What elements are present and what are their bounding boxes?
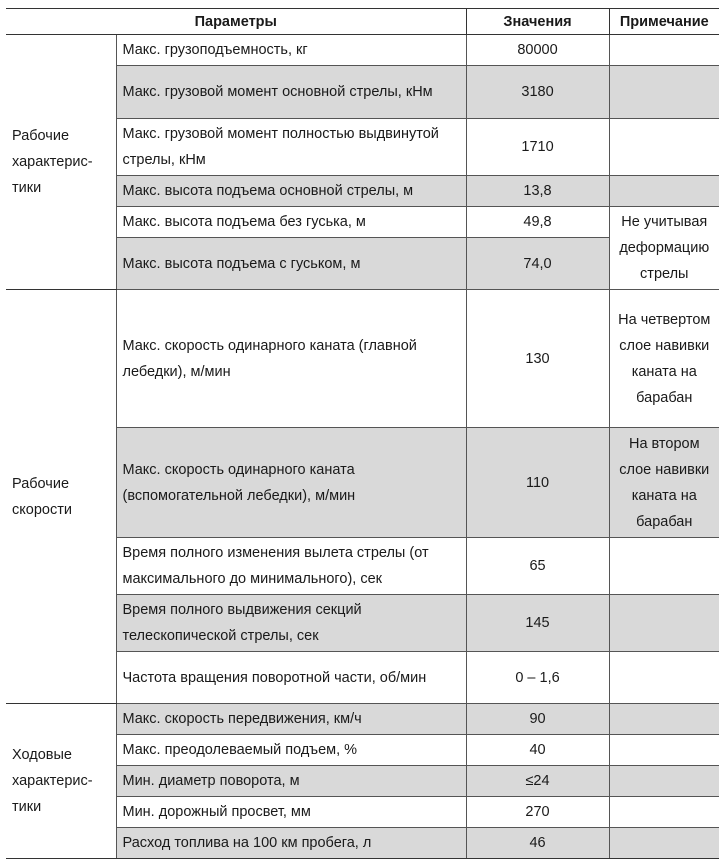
- note-cell: На втором слое навивки каната на барабан: [609, 428, 719, 538]
- note-cell: [609, 538, 719, 595]
- param-cell: Макс. грузовой момент основной стрелы, кНм: [116, 66, 466, 119]
- value-cell: 1710: [466, 119, 609, 176]
- param-cell: Макс. грузовой момент полностью выдвинутой стрелы, кНм: [116, 119, 466, 176]
- note-cell: [609, 176, 719, 207]
- value-cell: 80000: [466, 35, 609, 66]
- header-row: [6, 9, 719, 35]
- param-cell: Частота вращения поворотной части, об/мин: [116, 652, 466, 704]
- header-values: Значения: [466, 9, 609, 35]
- note-cell: [609, 66, 719, 119]
- value-cell: 46: [466, 828, 609, 859]
- note-cell: [609, 595, 719, 652]
- table-row: [6, 704, 719, 735]
- note-cell: [609, 797, 719, 828]
- param-cell: Расход топлива на 100 км пробега, л: [116, 828, 466, 859]
- value-cell: 90: [466, 704, 609, 735]
- header-params: Параметры: [6, 9, 466, 35]
- note-cell: [609, 735, 719, 766]
- note-cell: [609, 119, 719, 176]
- param-cell: Макс. высота подъема основной стрелы, м: [116, 176, 466, 207]
- note-cell: [609, 35, 719, 66]
- value-cell: 270: [466, 797, 609, 828]
- value-cell: 145: [466, 595, 609, 652]
- value-cell: 40: [466, 735, 609, 766]
- value-cell: 130: [466, 290, 609, 428]
- param-cell: Время полного изменения вылета стрелы (от максимального до минимального), сек: [116, 538, 466, 595]
- header-note: Примечание: [609, 9, 719, 35]
- value-cell: 0 – 1,6: [466, 652, 609, 704]
- value-cell: 49,8: [466, 207, 609, 238]
- param-cell: Макс. скорость одинарного каната (вспомогательной лебедки), м/мин: [116, 428, 466, 538]
- note-cell: [609, 652, 719, 704]
- param-cell: Макс. преодолеваемый подъем, %: [116, 735, 466, 766]
- group-working-label: Рабочие характерис-тики: [6, 35, 116, 290]
- param-cell: Макс. скорость передвижения, км/ч: [116, 704, 466, 735]
- note-cell: [609, 766, 719, 797]
- note-cell: [609, 704, 719, 735]
- note-cell: Не учитывая деформацию стрелы: [609, 207, 719, 290]
- param-cell: Мин. дорожный просвет, мм: [116, 797, 466, 828]
- value-cell: ≤24: [466, 766, 609, 797]
- param-cell: Макс. высота подъема без гуська, м: [116, 207, 466, 238]
- param-cell: Время полного выдвижения секций телескопической стрелы, сек: [116, 595, 466, 652]
- param-cell: Макс. грузоподъемность, кг: [116, 35, 466, 66]
- value-cell: 65: [466, 538, 609, 595]
- value-cell: 3180: [466, 66, 609, 119]
- table-row: [6, 290, 719, 428]
- value-cell: 74,0: [466, 238, 609, 290]
- group-speeds-label: Рабочие скорости: [6, 290, 116, 704]
- group-driving-label: Ходовые характерис-тики: [6, 704, 116, 859]
- param-cell: Макс. скорость одинарного каната (главной лебедки), м/мин: [116, 290, 466, 428]
- table-row: [6, 35, 719, 66]
- spec-table: [6, 8, 719, 859]
- value-cell: 110: [466, 428, 609, 538]
- param-cell: Мин. диаметр поворота, м: [116, 766, 466, 797]
- note-cell: [609, 828, 719, 859]
- param-cell: Макс. высота подъема с гуськом, м: [116, 238, 466, 290]
- note-cell: На четвертом слое навивки каната на барабан: [609, 290, 719, 428]
- value-cell: 13,8: [466, 176, 609, 207]
